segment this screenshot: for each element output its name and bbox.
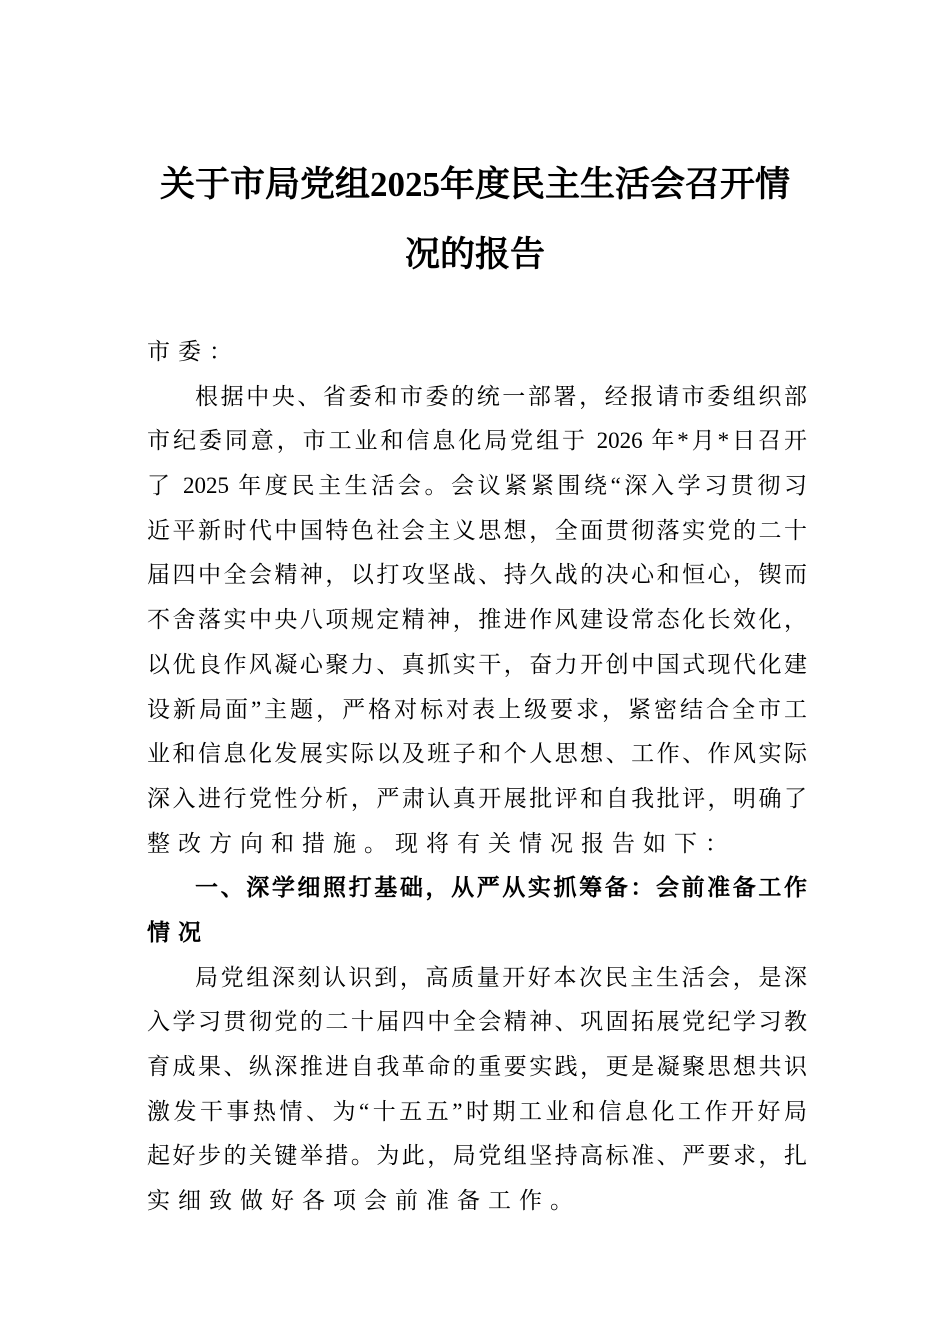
paragraph-line: 设新局面”主题，严格对标对表上级要求，紧密结合全市工 <box>147 696 807 722</box>
salutation: 市委： <box>147 339 240 364</box>
heading-line: 一、深学细照打基础，从严从实抓筹备：会前准备工作 <box>195 875 807 901</box>
paragraph-line: 市纪委同意，市工业和信息化局党组于 2026 年*月*日召开 <box>147 428 807 454</box>
paragraph-line: 入学习贯彻党的二十届四中全会精神、巩固拓展党纪学习教 <box>147 1009 807 1035</box>
paragraph-line: 激发干事热情、为“十五五”时期工业和信息化工作开好局 <box>147 1098 807 1124</box>
paragraph-line: 实细致做好各项会前准备工作。 <box>147 1188 581 1214</box>
paragraph-line: 起好步的关键举措。为此，局党组坚持高标准、严要求，扎 <box>147 1143 807 1169</box>
heading-line: 情况 <box>147 919 209 945</box>
paragraph-line: 以优良作风凝心聚力、真抓实干，奋力开创中国式现代化建 <box>147 651 807 677</box>
document-title-line-2: 况的报告 <box>404 235 545 274</box>
section-heading-1 <box>147 866 807 955</box>
paragraph-line: 不舍落实中央八项规定精神，推进作风建设常态化长效化， <box>147 607 807 633</box>
paragraph-line: 整改方向和措施。现将有关情况报告如下： <box>147 830 736 856</box>
paragraph-line: 根据中央、省委和市委的统一部署，经报请市委组织部 <box>195 383 807 409</box>
paragraph-line: 深入进行党性分析，严肃认真开展批评和自我批评，明确了 <box>147 785 807 811</box>
document-body <box>147 330 807 1224</box>
paragraph-line: 业和信息化发展实际以及班子和个人思想、工作、作风实际 <box>147 741 807 767</box>
paragraph-1 <box>147 375 807 867</box>
paragraph-line: 了 2025 年度民主生活会。会议紧紧围绕“深入学习贯彻习 <box>147 473 807 499</box>
paragraph-line: 育成果、纵深推进自我革命的重要实践，更是凝聚思想共识 <box>147 1054 807 1079</box>
paragraph-line: 局党组深刻认识到，高质量开好本次民主生活会，是深 <box>195 964 807 990</box>
paragraph-line: 近平新时代中国特色社会主义思想，全面贯彻落实党的二十 <box>147 517 807 543</box>
paragraph-2 <box>147 956 807 1224</box>
paragraph-line: 届四中全会精神，以打攻坚战、持久战的决心和恒心，锲而 <box>147 562 807 588</box>
document-title-line-1: 关于市局党组2025年度民主生活会召开情 <box>159 165 790 204</box>
